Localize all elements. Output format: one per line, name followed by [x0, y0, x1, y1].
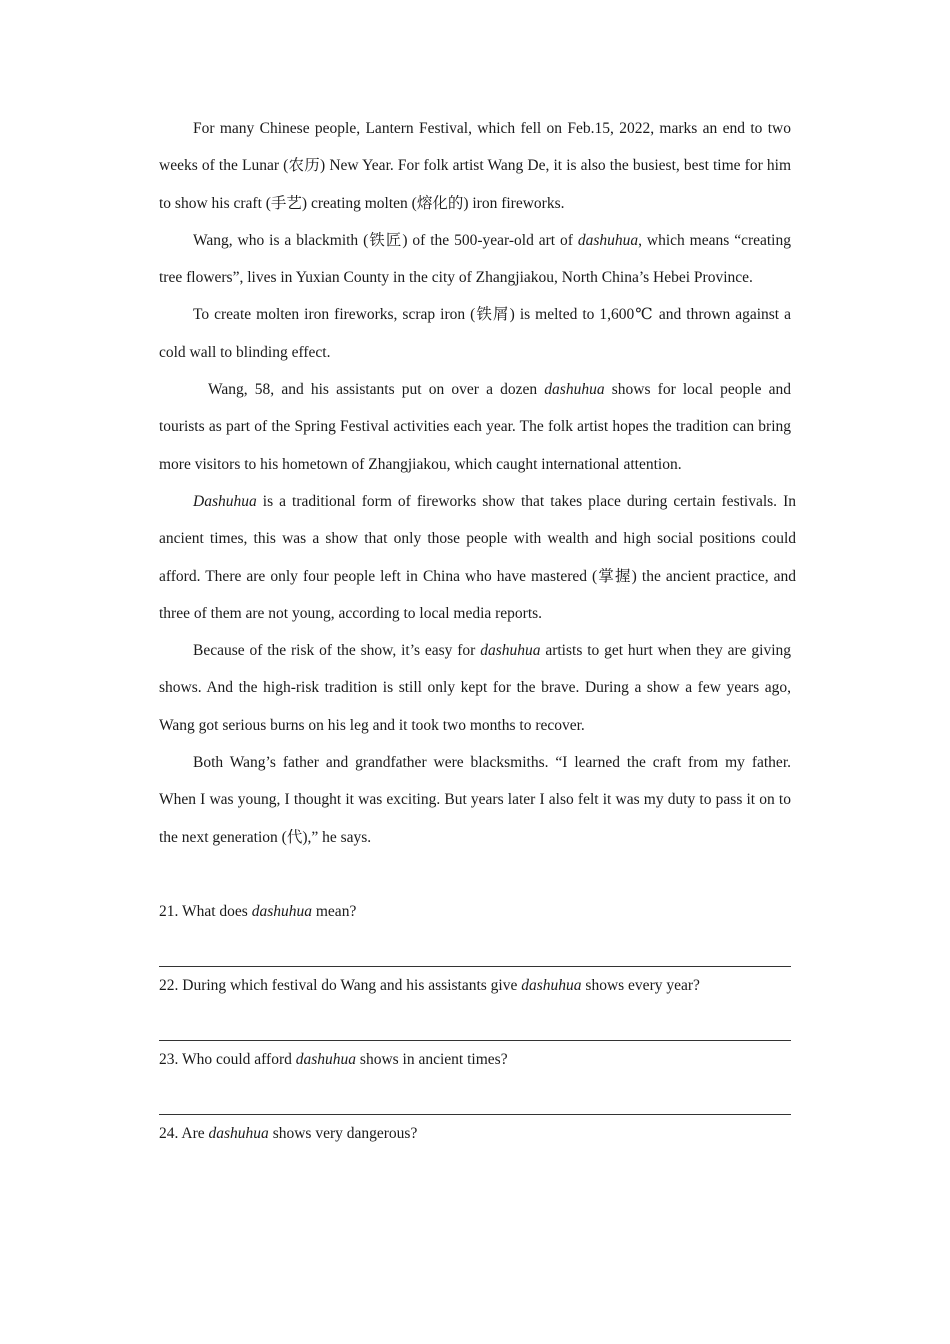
question-list	[159, 893, 791, 1152]
passage-paragraph-4	[159, 371, 791, 483]
term-dashuhua: dashuhua	[544, 381, 605, 399]
text-run: 23. Who could afford	[159, 1050, 296, 1068]
passage-paragraph-7: Both Wang’s father and grandfather were blacksmiths. “I learned the craft from my father. When I was young, I thought it was exciting. But years later I also felt it was my duty to pass it on to the next generation (代),” he says.	[159, 754, 791, 846]
question-24	[159, 1115, 791, 1152]
text-run: mean?	[312, 902, 357, 920]
text-run: 24. Are	[159, 1124, 209, 1142]
passage-paragraph-5	[159, 483, 796, 632]
term-dashuhua: dashuhua	[480, 642, 541, 660]
passage-paragraph-2	[159, 222, 791, 297]
term-dashuhua: dashuhua	[251, 902, 312, 920]
question-23	[159, 1041, 791, 1078]
answer-line-21[interactable]	[159, 930, 791, 967]
text-run: Wang, who is a blackmith (铁匠) of the 500-year-old art of	[193, 231, 578, 249]
text-run: , which means “creating tree flowers”, lives in Yuxian County in the city of Zhangjiakou, North China’s Hebei Province.	[159, 231, 791, 287]
text-run: is a traditional form of fireworks show that takes place during certain festivals. In ancient times, this was a show that only those people with wealth and high social positions could afford. There are only four people left in China who have mastered (掌握) the ancient practice, and three of them are not young, according to local media reports.	[159, 492, 796, 622]
text-run: Because of the risk of the show, it’s easy for	[193, 642, 481, 660]
term-dashuhua: dashuhua	[208, 1124, 269, 1142]
answer-line-22[interactable]	[159, 1004, 791, 1041]
text-run: shows in ancient times?	[356, 1050, 508, 1068]
passage-paragraph-3: To create molten iron fireworks, scrap iron (铁屑) is melted to 1,600℃ and thrown against a cold wall to blinding effect.	[159, 306, 791, 361]
passage-paragraph-6	[159, 632, 791, 744]
text-run: 22. During which festival do Wang and his assistants give	[159, 976, 522, 994]
question-21	[159, 893, 791, 930]
term-dashuhua: dashuhua	[295, 1050, 357, 1068]
text-run: shows every year?	[581, 976, 700, 994]
text-run: shows very dangerous?	[268, 1124, 418, 1142]
term-dashuhua: dashuhua	[521, 976, 582, 994]
text-run: Wang, 58, and his assistants put on over a dozen	[208, 381, 545, 399]
text-run: 21. What does	[159, 902, 252, 920]
text-run: shows for local people and tourists as part of the Spring Festival activities each year. The folk artist hopes the tradition can bring more visitors to his hometown of Zhangjiakou, which caught international attention.	[159, 381, 791, 473]
term-dashuhua: Dashuhua	[193, 492, 257, 510]
worksheet-page	[159, 110, 796, 1152]
text-run: artists to get hurt when they are giving shows. And the high-risk tradition is still only kept for the brave. During a show a few years ago, Wang got serious burns on his leg and it took two months to recover.	[159, 642, 792, 734]
passage-paragraph-1: For many Chinese people, Lantern Festival, which fell on Feb.15, 2022, marks an end to two weeks of the Lunar (农历) New Year. For folk artist Wang De, it is also the busiest, best time for him to show his craft (手艺) creating molten (熔化的) iron fireworks.	[159, 120, 791, 212]
answer-line-23[interactable]	[159, 1078, 791, 1115]
question-22	[159, 967, 791, 1004]
term-dashuhua: dashuhua	[577, 231, 639, 249]
